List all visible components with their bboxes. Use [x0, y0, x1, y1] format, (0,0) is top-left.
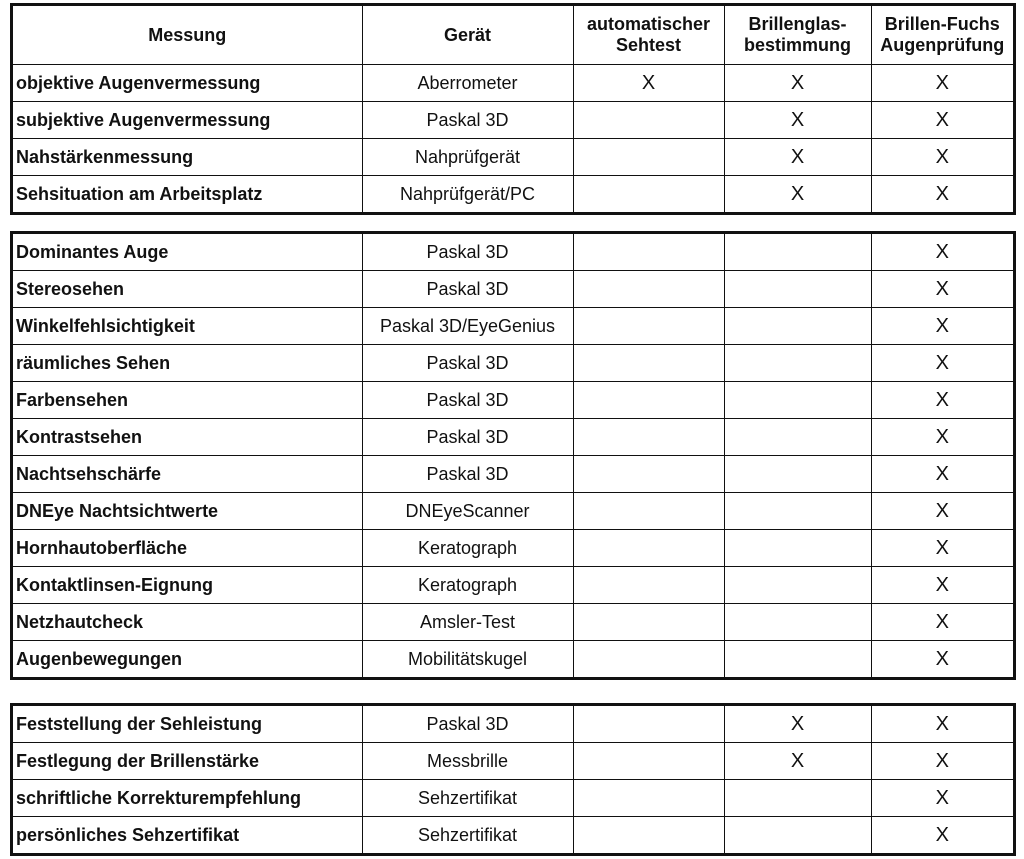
cell-automatischer-sehtest: X	[573, 65, 724, 102]
cell-brillenglasbestimmung	[724, 567, 871, 604]
table-final-measurements	[13, 706, 1013, 853]
table-row	[13, 308, 1013, 345]
cell-brillenglasbestimmung: X	[724, 176, 871, 213]
cell-messung: Festlegung der Brillenstärke	[13, 743, 362, 780]
cell-brillen-fuchs-augenpruefung: X	[871, 567, 1013, 604]
comparison-table-section-2	[10, 231, 1016, 680]
cell-geraet: DNEyeScanner	[362, 493, 573, 530]
cell-messung: schriftliche Korrekturempfehlung	[13, 780, 362, 817]
cell-brillenglasbestimmung	[724, 234, 871, 271]
cell-geraet: Nahprüfgerät/PC	[362, 176, 573, 213]
cell-geraet: Sehzertifikat	[362, 780, 573, 817]
cell-messung: Sehsituation am Arbeitsplatz	[13, 176, 362, 213]
table-row	[13, 530, 1013, 567]
cell-brillenglasbestimmung: X	[724, 65, 871, 102]
cell-brillen-fuchs-augenpruefung: X	[871, 780, 1013, 817]
cell-messung: Hornhautoberfläche	[13, 530, 362, 567]
header-auto-line2: Sehtest	[615, 35, 682, 55]
cell-brillen-fuchs-augenpruefung: X	[871, 382, 1013, 419]
cell-messung: persönliches Sehzertifikat	[13, 817, 362, 854]
cell-messung: Netzhautcheck	[13, 604, 362, 641]
table-row	[13, 234, 1013, 271]
cell-messung: subjektive Augenvermessung	[13, 102, 362, 139]
table-row	[13, 567, 1013, 604]
cell-messung: Stereosehen	[13, 271, 362, 308]
cell-brillenglasbestimmung: X	[724, 102, 871, 139]
cell-automatischer-sehtest	[573, 604, 724, 641]
table-row	[13, 493, 1013, 530]
cell-brillen-fuchs-augenpruefung: X	[871, 176, 1013, 213]
header-fuchs-line2: Augenprüfung	[880, 35, 1005, 55]
header-row	[13, 6, 1013, 65]
table-row	[13, 65, 1013, 102]
cell-brillen-fuchs-augenpruefung: X	[871, 706, 1013, 743]
column-header-geraet: Gerät	[362, 6, 573, 65]
cell-automatischer-sehtest	[573, 567, 724, 604]
cell-geraet: Paskal 3D	[362, 102, 573, 139]
table-row	[13, 706, 1013, 743]
cell-brillenglasbestimmung	[724, 382, 871, 419]
cell-brillen-fuchs-augenpruefung: X	[871, 604, 1013, 641]
cell-messung: Kontrastsehen	[13, 419, 362, 456]
cell-automatischer-sehtest	[573, 271, 724, 308]
cell-messung: Winkelfehlsichtigkeit	[13, 308, 362, 345]
cell-geraet: Paskal 3D	[362, 234, 573, 271]
cell-automatischer-sehtest	[573, 456, 724, 493]
cell-geraet: Nahprüfgerät	[362, 139, 573, 176]
cell-automatischer-sehtest	[573, 493, 724, 530]
cell-automatischer-sehtest	[573, 234, 724, 271]
cell-geraet: Sehzertifikat	[362, 817, 573, 854]
cell-messung: DNEye Nachtsichtwerte	[13, 493, 362, 530]
cell-geraet: Keratograph	[362, 567, 573, 604]
cell-automatischer-sehtest	[573, 706, 724, 743]
cell-brillen-fuchs-augenpruefung: X	[871, 817, 1013, 854]
cell-messung: Farbensehen	[13, 382, 362, 419]
cell-brillen-fuchs-augenpruefung: X	[871, 308, 1013, 345]
cell-brillenglasbestimmung	[724, 530, 871, 567]
column-header-brillenglasbestimmung	[724, 6, 871, 65]
cell-brillen-fuchs-augenpruefung: X	[871, 419, 1013, 456]
cell-geraet: Aberrometer	[362, 65, 573, 102]
cell-brillen-fuchs-augenpruefung: X	[871, 345, 1013, 382]
cell-brillenglasbestimmung	[724, 604, 871, 641]
cell-brillen-fuchs-augenpruefung: X	[871, 493, 1013, 530]
cell-automatischer-sehtest	[573, 102, 724, 139]
cell-geraet: Amsler-Test	[362, 604, 573, 641]
cell-automatischer-sehtest	[573, 419, 724, 456]
cell-messung: objektive Augenvermessung	[13, 65, 362, 102]
table-row	[13, 176, 1013, 213]
table-row	[13, 345, 1013, 382]
cell-geraet: Messbrille	[362, 743, 573, 780]
column-header-messung: Messung	[13, 6, 362, 65]
cell-geraet: Paskal 3D	[362, 706, 573, 743]
cell-geraet: Paskal 3D/EyeGenius	[362, 308, 573, 345]
cell-messung: Nahstärkenmessung	[13, 139, 362, 176]
table-header-and-core-measurements	[13, 6, 1013, 212]
cell-messung: Nachtsehschärfe	[13, 456, 362, 493]
table-row	[13, 604, 1013, 641]
cell-brillenglasbestimmung: X	[724, 743, 871, 780]
cell-brillenglasbestimmung	[724, 493, 871, 530]
header-glas-line1: Brillenglas-	[748, 14, 847, 35]
table-row	[13, 102, 1013, 139]
cell-brillenglasbestimmung	[724, 641, 871, 678]
cell-brillenglasbestimmung	[724, 308, 871, 345]
table-row	[13, 743, 1013, 780]
cell-brillenglasbestimmung	[724, 345, 871, 382]
column-header-brillen-fuchs-augenpruefung	[871, 6, 1013, 65]
cell-geraet: Paskal 3D	[362, 456, 573, 493]
cell-messung: Dominantes Auge	[13, 234, 362, 271]
cell-brillenglasbestimmung	[724, 780, 871, 817]
cell-brillenglasbestimmung: X	[724, 139, 871, 176]
table-row	[13, 139, 1013, 176]
table-row	[13, 817, 1013, 854]
cell-automatischer-sehtest	[573, 641, 724, 678]
cell-geraet: Paskal 3D	[362, 419, 573, 456]
table-row	[13, 456, 1013, 493]
table-row	[13, 271, 1013, 308]
table-additional-measurements	[13, 234, 1013, 677]
table-row	[13, 382, 1013, 419]
cell-brillenglasbestimmung	[724, 271, 871, 308]
cell-brillen-fuchs-augenpruefung: X	[871, 530, 1013, 567]
cell-geraet: Paskal 3D	[362, 382, 573, 419]
cell-geraet: Mobilitätskugel	[362, 641, 573, 678]
comparison-table-section-3	[10, 703, 1016, 856]
cell-messung: Augenbewegungen	[13, 641, 362, 678]
cell-automatischer-sehtest	[573, 780, 724, 817]
cell-geraet: Paskal 3D	[362, 345, 573, 382]
cell-messung: Kontaktlinsen-Eignung	[13, 567, 362, 604]
cell-brillen-fuchs-augenpruefung: X	[871, 271, 1013, 308]
cell-brillen-fuchs-augenpruefung: X	[871, 234, 1013, 271]
table-row	[13, 419, 1013, 456]
cell-brillenglasbestimmung	[724, 456, 871, 493]
cell-automatischer-sehtest	[573, 308, 724, 345]
cell-automatischer-sehtest	[573, 743, 724, 780]
cell-brillen-fuchs-augenpruefung: X	[871, 456, 1013, 493]
cell-automatischer-sehtest	[573, 817, 724, 854]
comparison-table-section-1	[10, 3, 1016, 215]
cell-brillen-fuchs-augenpruefung: X	[871, 139, 1013, 176]
cell-geraet: Keratograph	[362, 530, 573, 567]
header-auto-line1: automatischer	[586, 14, 711, 35]
cell-brillenglasbestimmung	[724, 419, 871, 456]
column-header-automatischer-sehtest	[573, 6, 724, 65]
cell-brillen-fuchs-augenpruefung: X	[871, 102, 1013, 139]
cell-geraet: Paskal 3D	[362, 271, 573, 308]
table-row	[13, 780, 1013, 817]
cell-brillenglasbestimmung	[724, 817, 871, 854]
header-fuchs-line1: Brillen-Fuchs	[884, 14, 1000, 35]
cell-brillenglasbestimmung: X	[724, 706, 871, 743]
cell-brillen-fuchs-augenpruefung: X	[871, 743, 1013, 780]
cell-automatischer-sehtest	[573, 176, 724, 213]
cell-messung: räumliches Sehen	[13, 345, 362, 382]
cell-automatischer-sehtest	[573, 530, 724, 567]
table-row	[13, 641, 1013, 678]
header-glas-line2: bestimmung	[743, 35, 851, 55]
cell-automatischer-sehtest	[573, 382, 724, 419]
cell-automatischer-sehtest	[573, 345, 724, 382]
cell-automatischer-sehtest	[573, 139, 724, 176]
cell-brillen-fuchs-augenpruefung: X	[871, 65, 1013, 102]
cell-brillen-fuchs-augenpruefung: X	[871, 641, 1013, 678]
cell-messung: Feststellung der Sehleistung	[13, 706, 362, 743]
